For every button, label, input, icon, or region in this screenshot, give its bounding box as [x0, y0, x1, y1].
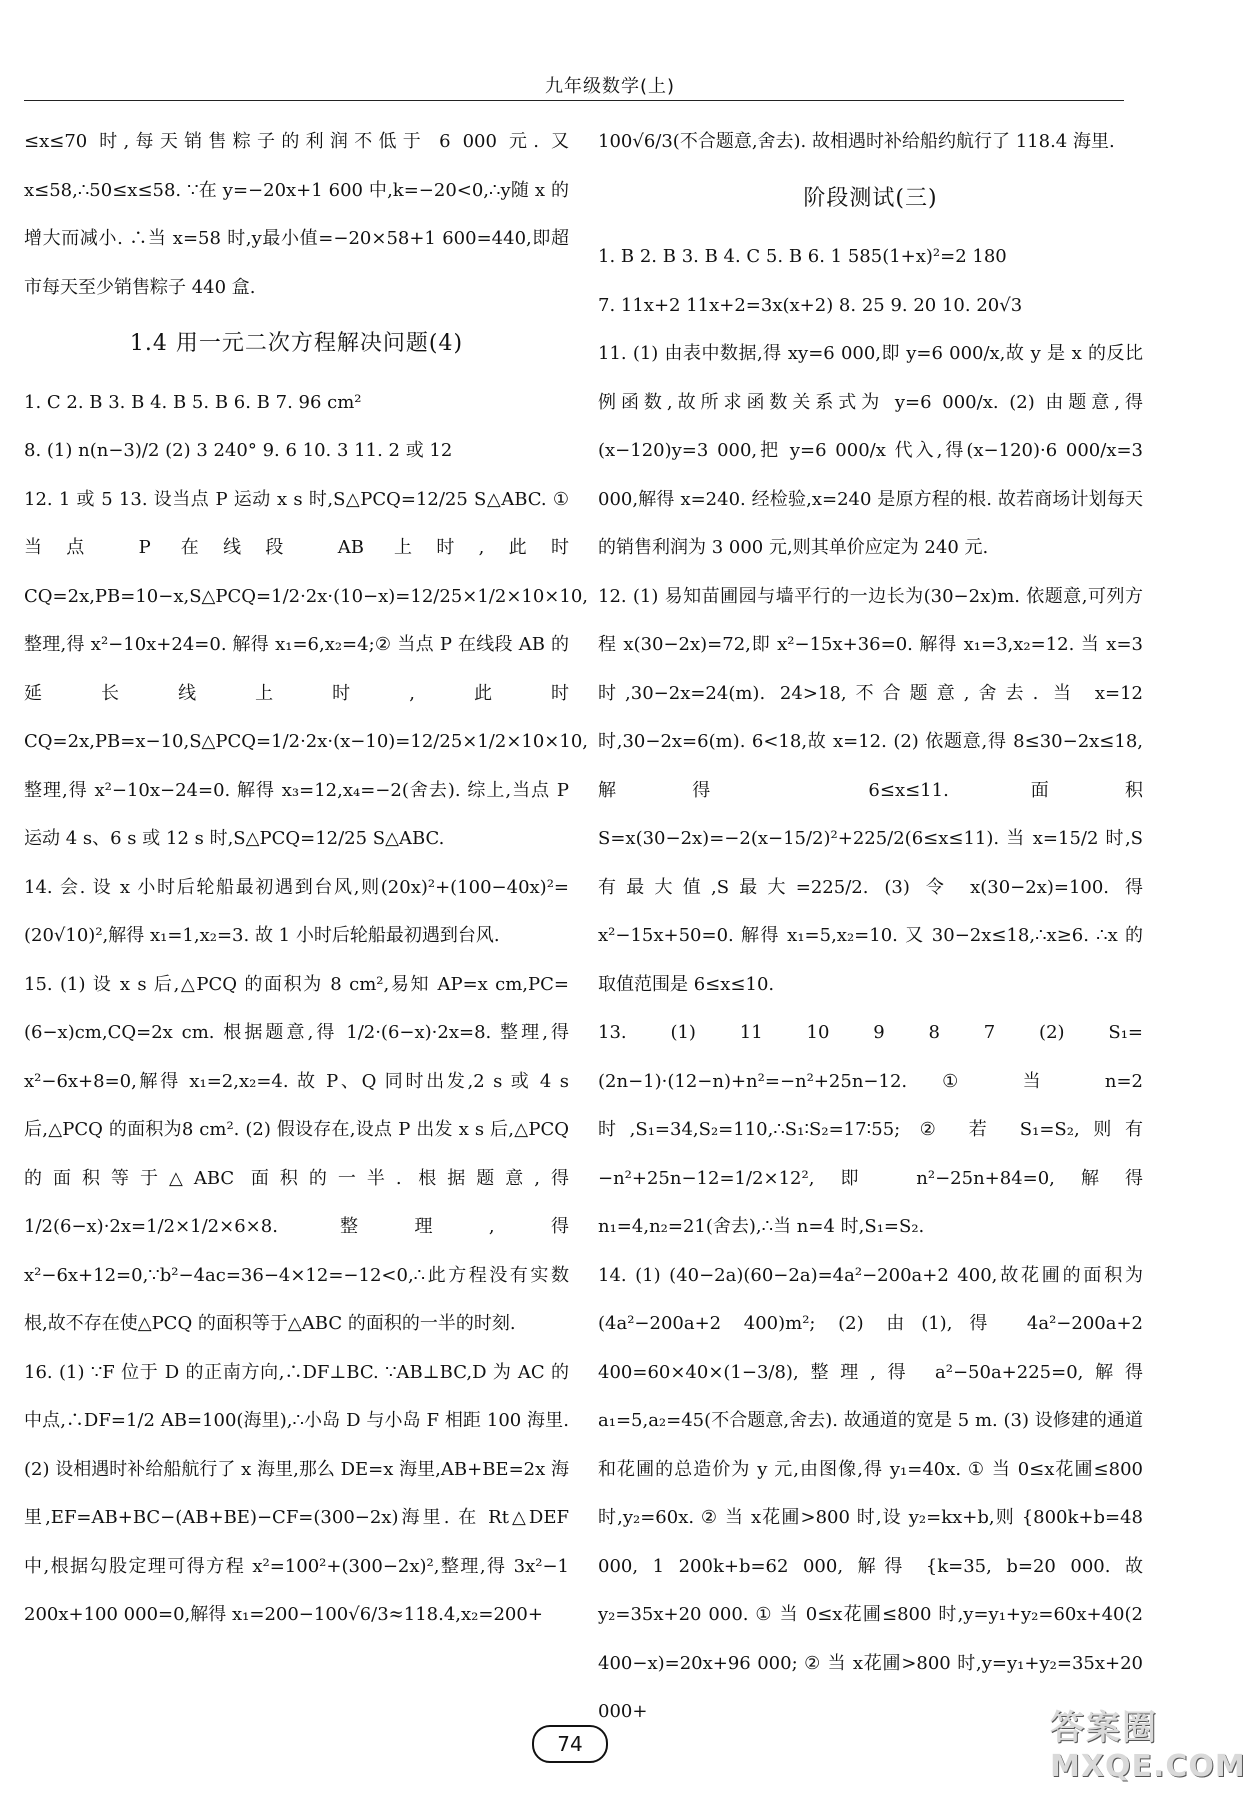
page-header-title: 九年级数学(上) [544, 76, 676, 97]
answer-15: 15. (1) 设 x s 后,△PCQ 的面积为 8 cm²,易知 AP=x cm,PC=(6−x)cm,CQ=2x cm. 根据题意,得 1/2·(6−x)·2x=8. 整理,得 x²−6x+8=0,解得 x₁=2,x₂=4. 故 P、Q 同时出发,2 s 或 4 s 后,△PCQ 的面积为8 cm². (2) 假设存在,设点 P 出发 x s 后,△PCQ 的面积等于△ABC 面积的一半. 根据题意,得 1/2(6−x)·2x=1/2×1/2×6×8. 整理,得 x²−6x+12=0,∵b²−4ac=36−4×12=−12<0,∴此方程没有实数根,故不存在使△PCQ 的面积等于△ABC 的面积的一半的时刻. [24, 973, 569, 1334]
answer-16: 16. (1) ∵F 位于 D 的正南方向,∴DF⊥BC. ∵AB⊥BC,D 为 AC 的中点,∴DF=1/2 AB=100(海里),∴小岛 D 与小岛 F 相距 100 海里. (2) 设相遇时补给船航行了 x 海里,那么 DE=x 海里,AB+BE=2x 海里,EF=AB+BC−(AB+BE)−CF=(300−2x)海里. 在 Rt△DEF 中,根据勾股定理可得方程 x²=100²+(300−2x)²,整理,得 3x²−1 200x+100 000=0,解得 x₁=200−100√6/3≈118.4,x₂=200+ [24, 1361, 569, 1625]
stage-answers-line-1: 1. B 2. B 3. B 4. C 5. B 6. 1 585(1+x)²=2 180 [598, 246, 1007, 267]
watermark-top-text: 答案圈 [1050, 1708, 1158, 1748]
page-number: 74 [532, 1725, 608, 1763]
answers-line-2: 8. (1) n(n−3)/2 (2) 3 240° 9. 6 10. 3 11. 2 或 12 [24, 440, 453, 461]
section-title-1-4: 1.4 用一元二次方程解决问题(4) [129, 331, 464, 356]
left-column [24, 118, 589, 1698]
stage-answer-14: 14. (1) (40−2a)(60−2a)=4a²−200a+2 400,故花圃的面积为(4a²−200a+2 400)m²; (2) 由(1),得 4a²−200a+2 400=60×40×(1−3/8),整理,得 a²−50a+225=0,解得 a₁=5,a₂=45(不合题意,舍去). 故通道的宽是 5 m. (3) 设修建的通道和花圃的总造价为 y 元,由图像,得 y₁=40x. ① 当 0≤x花圃≤800 时,y₂=60x. ② 当 x花圃>800 时,设 y₂=kx+b,则 {800k+b=48 000, 1 200k+b=62 000, 解得 {k=35, b=20 000. 故 y₂=35x+20 000. ① 当 0≤x花圃≤800 时,y=y₁+y₂=60x+40(2 400−x)=20x+96 000; ② 当 x花圃>800 时,y=y₁+y₂=35x+20 000+ [598, 1264, 1143, 1722]
answer-12-13: 12. 1 或 5 13. 设当点 P 运动 x s 时,S△PCQ=12/25 S△ABC. ① 当点 P 在线段 AB 上时,此时 CQ=2x,PB=10−x,S△PCQ=1/2·2x·(10−x)=12/25×1/2×10×10,整理,得 x²−10x+24=0. 解得 x₁=6,x₂=4;② 当点 P 在线段 AB 的延长线上时,此时 CQ=2x,PB=x−10,S△PCQ=1/2·2x·(x−10)=12/25×1/2×10×10,整理,得 x²−10x−24=0. 解得 x₃=12,x₄=−2(舍去). 综上,当点 P 运动 4 s、6 s 或 12 s 时,S△PCQ=12/25 S△ABC. [24, 488, 589, 849]
header-divider [24, 100, 1124, 101]
right-column [598, 118, 1143, 1722]
answers-line-1: 1. C 2. B 3. B 4. B 5. B 6. B 7. 96 cm² [24, 391, 362, 413]
section-title-stage-test: 阶段测试(三) [803, 185, 938, 211]
stage-answers-line-2: 7. 11x+2 11x+2=3x(x+2) 8. 25 9. 20 10. 20√3 [598, 294, 1023, 316]
site-watermark-logo [1050, 1700, 1246, 1795]
stage-answer-12: 12. (1) 易知苗圃园与墙平行的一边长为(30−2x)m. 依题意,可列方程 x(30−2x)=72,即 x²−15x+36=0. 解得 x₁=3,x₂=12. 当 x=3 时,30−2x=24(m). 24>18,不合题意,舍去. 当 x=12 时,30−2x=6(m). 6<18,故 x=12. (2) 依题意,得 8≤30−2x≤18,解得 6≤x≤11. 面积 S=x(30−2x)=−2(x−15/2)²+225/2(6≤x≤11). 当 x=15/2 时,S 有最大值,S最大=225/2. (3) 令 x(30−2x)=100. 得 x²−15x+50=0. 解得 x₁=5,x₂=10. 又 30−2x≤18,∴x≥6. ∴x 的取值范围是 6≤x≤10. [598, 585, 1143, 995]
continuation-paragraph: 100√6/3(不合题意,舍去). 故相遇时补给船约航行了 118.4 海里. [598, 131, 1115, 152]
watermark-bottom-text: MXQE.COM [1050, 1749, 1246, 1784]
intro-paragraph: ≤x≤70 时,每天销售粽子的利润不低于 6 000 元. 又 x≤58,∴50≤x≤58. ∵在 y=−20x+1 600 中,k=−20<0,∴y随 x 的增大而减小. ∴当 x=58 时,y最小值=−20×58+1 600=440,即超市每天至少销售粽子 440 盒. [24, 131, 569, 298]
stage-answer-11: 11. (1) 由表中数据,得 xy=6 000,即 y=6 000/x,故 y 是 x 的反比例函数,故所求函数关系式为 y=6 000/x. (2) 由题意,得(x−120)y=3 000,把 y=6 000/x 代入,得(x−120)·6 000/x=3 000,解得 x=240. 经检验,x=240 是原方程的根. 故若商场计划每天的销售利润为 3 000 元,则其单价应定为 240 元. [598, 343, 1143, 558]
stage-answer-13: 13. (1) 11 10 9 8 7 (2) S₁=(2n−1)·(12−n)+n²=−n²+25n−12. ① 当 n=2 时,S₁=34,S₂=110,∴S₁∶S₂=17∶55; ② 若 S₁=S₂,则有−n²+25n−12=1/2×12²,即 n²−25n+84=0,解得 n₁=4,n₂=21(舍去),∴当 n=4 时,S₁=S₂. [598, 1022, 1143, 1237]
answer-14: 14. 会. 设 x 小时后轮船最初遇到台风,则(20x)²+(100−40x)²=(20√10)²,解得 x₁=1,x₂=3. 故 1 小时后轮船最初遇到台风. [24, 876, 569, 946]
page-number-badge [530, 1725, 610, 1761]
